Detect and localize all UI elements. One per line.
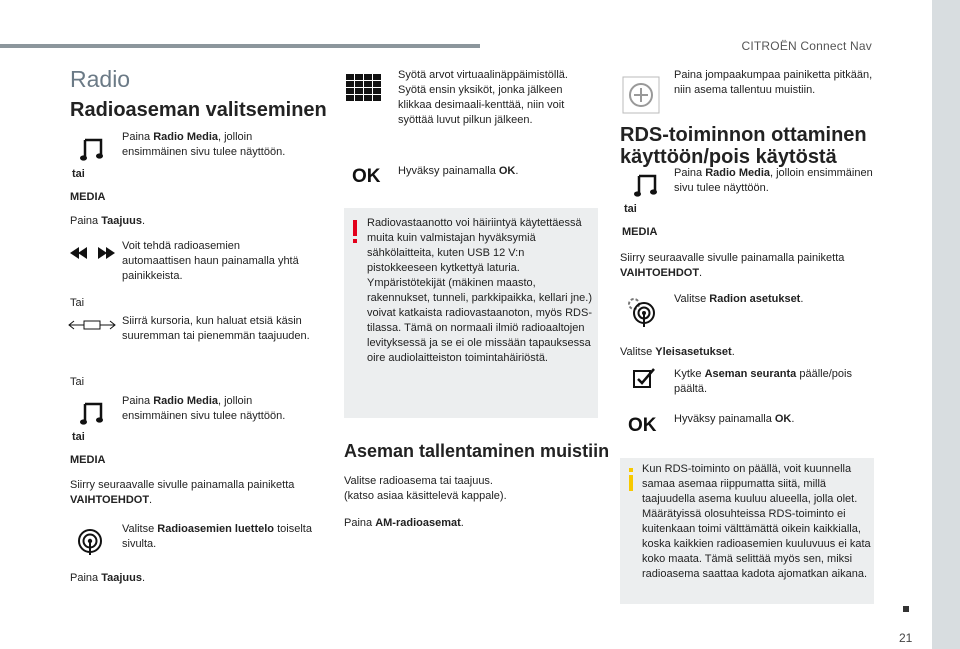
instruction-line: Paina Taajuus. [70, 572, 146, 584]
seek-arrows-icon [70, 245, 116, 266]
page-number: 21 [899, 631, 913, 645]
info-box [620, 458, 874, 604]
warning-box [344, 208, 598, 418]
instruction-line: Paina Taajuus. [70, 215, 146, 227]
warning-icon [352, 220, 358, 246]
header-title: CITROËN Connect Nav [741, 39, 872, 53]
step-text: Valitse Radion asetukset. [674, 293, 804, 305]
instruction-line: Siirry seuraavalle sivulle painamalla painiketta VAIHTOEHDOT. [620, 252, 845, 279]
keypad-text: Syötä arvot virtuaalinäppäimistöllä. Syötä ensin yksiköt, jonka jälkeen klikkaa desimaali-kenttää, niin voit syöttää luvut pilkun jälkeen. [398, 69, 568, 126]
info-icon [628, 468, 634, 494]
ok-icon: OK [628, 415, 657, 436]
ok-icon: OK [352, 166, 381, 187]
paragraph: (katso asiaa käsittelevä kappale). [344, 490, 507, 502]
paragraph: Paina AM-radioasemat. [344, 517, 464, 529]
media-label: MEDIA [70, 191, 106, 203]
tai-label: tai [624, 203, 637, 215]
instruction-line: Valitse Yleisasetukset. [620, 346, 735, 358]
plus-text: Paina jompaakumpaa painiketta pitkään, niin asema tallentuu muistiin. [674, 69, 873, 96]
section-heading-rds: RDS-toiminnon ottaminen käyttöön/pois käytöstä [620, 124, 867, 168]
warning-text: Radiovastaanotto voi häiriintyä käytettäessä muita kuin valmistajan hyväksymiä sähkölaitteita, kuten USB 12 V:n pistokkeeseen kytkettyä laturia. Ympäristötekijät (mäkinen maasto, rakennukset, tunneli, parkkipaikka, kellari jne.) voivat katkaista radiovastaanoton, myös RDS-tilassa. Tämä on normaali ilmiö radioaaltojen levityksessä ja se ei ole missään tapauksessa oire audiolaitteiston toimintahäiriöstä. [367, 217, 593, 364]
step-text: Voit tehdä radioasemien automaattisen haun painamalla yhtä painikkeista. [122, 240, 299, 282]
music-note-icon [70, 136, 114, 167]
step-text: Kytke Aseman seuranta päälle/pois päältä. [674, 368, 852, 395]
continue-marker [903, 606, 909, 612]
header-rule [0, 44, 480, 48]
page-title: Radio [70, 66, 131, 92]
music-note-icon [70, 400, 114, 431]
page-side-band [932, 0, 960, 649]
frequency-slider-icon [68, 318, 116, 336]
keypad-icon [346, 74, 382, 107]
checkbox-icon [632, 367, 656, 396]
info-text: Kun RDS-toiminto on päällä, voit kuunnella samaa asemaa riippumatta siitä, millä taajuudella asema kuuluu alueella, jolla olet. Määrätyissä olosuhteissa RDS-toiminto ei kuitenkaan toimi välttämättä oikein kaikkialla, koska kaikkien radioasemien kuuluvuus ei kata koko maata. Tämä selittää myös sen, miksi radioasema saattaa kadota ajomatkan aikana. [642, 463, 871, 580]
step-text: Valitse Radioasemien luettelo toiselta sivulta. [122, 523, 312, 550]
step-text: Paina Radio Media, jolloin ensimmäinen sivu tulee näyttöön. [122, 131, 286, 158]
tai-label: tai [72, 431, 85, 443]
media-label: MEDIA [622, 226, 658, 238]
plus-icon [622, 76, 660, 119]
tai-label: tai [72, 168, 85, 180]
radio-signal-icon [76, 528, 104, 561]
section-heading-store-station: Aseman tallentaminen muistiin [344, 441, 610, 461]
ok-text: Hyväksy painamalla OK. [398, 165, 519, 177]
or-label: Tai [70, 297, 85, 309]
radio-settings-icon [626, 296, 658, 333]
step-text: Siirrä kursoria, kun haluat etsiä käsin suuremman tai pienemmän taajuuden. [122, 315, 310, 342]
step-text: Paina Radio Media, jolloin ensimmäinen sivu tulee näyttöön. [122, 395, 286, 422]
music-note-icon [624, 172, 668, 203]
section-heading-select-station: Radioaseman valitseminen [70, 99, 327, 121]
paragraph: Valitse radioasema tai taajuus. [344, 475, 493, 487]
media-label: MEDIA [70, 454, 106, 466]
instruction-line: Siirry seuraavalle sivulle painamalla painiketta VAIHTOEHDOT. [70, 479, 295, 506]
step-text: Paina Radio Media, jolloin ensimmäinen sivu tulee näyttöön. [674, 167, 873, 194]
or-label: Tai [70, 376, 85, 388]
ok-text: Hyväksy painamalla OK. [674, 413, 795, 425]
